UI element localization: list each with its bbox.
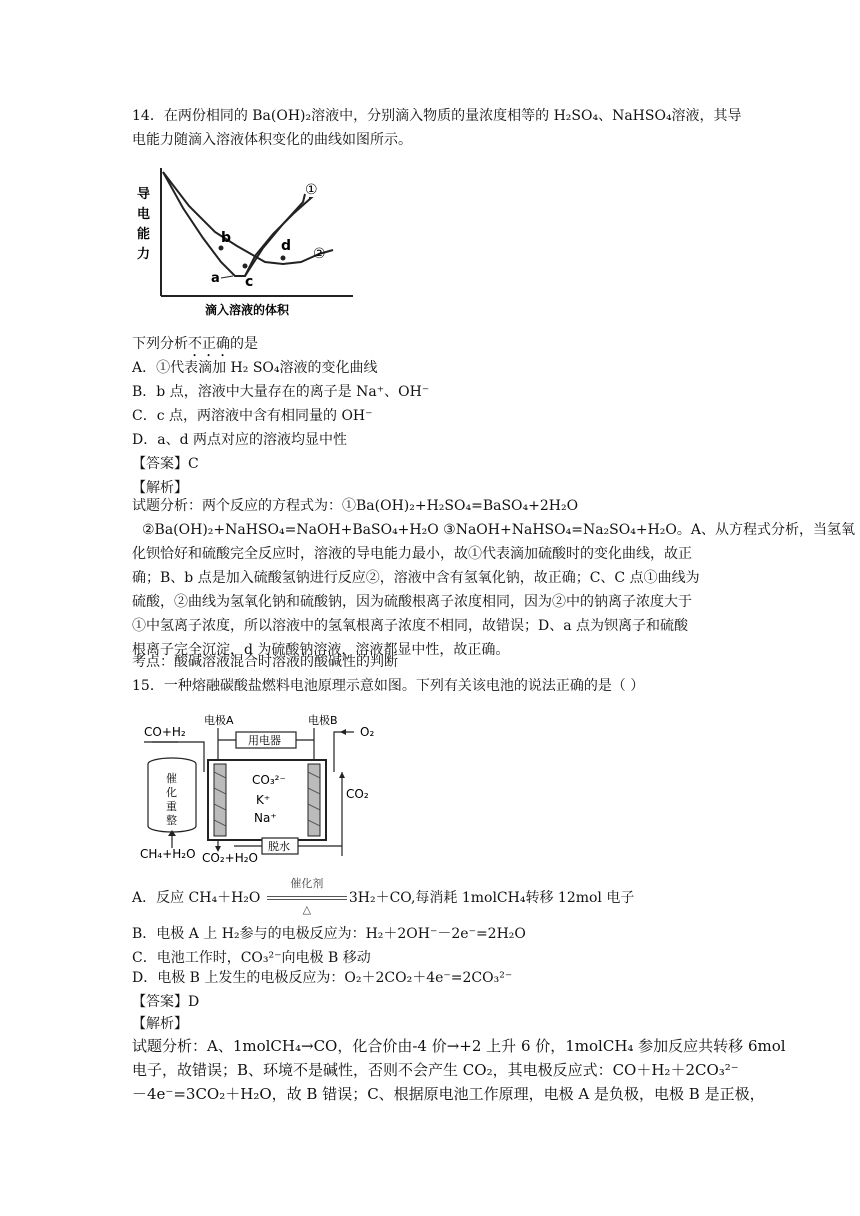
- q14-stem-line2: 电能力随滴入溶液体积变化的曲线如图所示。: [132, 132, 412, 148]
- electrode-b-label: 电极B: [308, 714, 338, 727]
- conductivity-graph: [133, 158, 365, 320]
- ion-potassium: K⁺: [256, 793, 271, 807]
- point-a-label: a: [211, 271, 220, 286]
- appliance-label: 用电器: [248, 734, 281, 747]
- point-c-label: c: [245, 274, 254, 290]
- y-axis-char: 能: [137, 227, 151, 242]
- q15-option-c: C．电池工作时，CO₃²⁻向电极 B 移动: [132, 950, 371, 966]
- curve-1-label: ①: [305, 182, 318, 198]
- curve-2-label: ②: [313, 246, 326, 262]
- q14-option-d: D．a、d 两点对应的溶液均显中性: [132, 432, 347, 448]
- point-b-dot: [219, 246, 224, 251]
- reformer-char: 催: [166, 772, 177, 785]
- q14-analysis-line: 根离子完全沉淀，d 为硫酸钠溶液，溶液都显中性，故正确。: [132, 642, 510, 658]
- q14-analysis-line: 确；B、b 点是加入硫酸氢钠进行反应②，溶液中含有氢氧化钠，故正确；C、C 点①曲线为: [132, 570, 700, 586]
- reformer-char: 整: [166, 814, 177, 827]
- heat-label: △: [302, 903, 312, 916]
- point-c-dot: [243, 264, 248, 269]
- o2-label: O₂: [360, 725, 375, 739]
- fuel-cell-diagram: [138, 712, 378, 864]
- q14-option-b: B．b 点，溶液中大量存在的离子是 Na⁺、OH⁻: [132, 384, 430, 400]
- reformer-char: 重: [166, 800, 177, 813]
- q14-answer: 【答案】C: [132, 456, 199, 472]
- point-b-label: b: [221, 230, 232, 246]
- ion-sodium: Na⁺: [254, 811, 277, 825]
- q15-option-d: D．电极 B 上发生的电极反应为：O₂＋2CO₂＋4e⁻=2CO₃²⁻: [132, 970, 513, 986]
- q14-key-point: 考点：酸碱溶液混合时溶液的酸碱性的判断: [132, 654, 398, 670]
- q15-analysis-line: －4e⁻=3CO₂＋H₂O，故 B 错误；C、根据原电池工作原理，电极 A 是负极，电极 B 是正极，: [132, 1085, 765, 1103]
- q14-analysis-line: 硫酸，②曲线为氢氧化钠和硫酸钠，因为硫酸根离子浓度相同，因为②中的钠离子浓度大于: [132, 594, 692, 610]
- y-axis-char: 导: [137, 187, 151, 202]
- q15-analysis-line: 电子，故错误；B、环境不是碱性，否则不会产生 CO₂，其电极反应式：CO＋H₂＋2CO₃²⁻: [132, 1061, 739, 1079]
- q14-option-a: A．①代表滴加 H₂ SO₄溶液的变化曲线: [132, 360, 378, 376]
- q15-answer: 【答案】D: [132, 994, 200, 1010]
- q15-option-b: B．电极 A 上 H₂参与的电极反应为：H₂＋2OH⁻－2e⁻=2H₂O: [132, 926, 526, 942]
- dehydrate-label: 脱水: [268, 840, 290, 853]
- q14-analysis-line: ①中氢离子浓度，所以溶液中的氢氧根离子浓度不相同，故错误；D、a 点为钡离子和硫酸: [132, 618, 689, 634]
- q15-analysis-head: 【解析】: [132, 1016, 188, 1032]
- q14-analysis-head: 【解析】: [132, 480, 188, 496]
- reformer-char: 化: [166, 786, 177, 799]
- ion-carbonate: CO₃²⁻: [252, 773, 286, 787]
- y-axis-char: 电: [137, 207, 151, 222]
- outlet-label: CO₂+H₂O: [202, 851, 258, 864]
- q14-analysis-line: ②Ba(OH)₂+NaHSO₄=NaOH+BaSO₄+H₂O ③NaOH+NaHSO₄=Na₂SO₄+H₂O。A、从方程式分析，当氢氧: [142, 522, 855, 538]
- point-d-dot: [281, 256, 286, 261]
- q15-option-a: A．反应 CH₄＋H₂O 催化剂 △ 3H₂＋CO,每消耗 1molCH₄转移 12mol 电子: [132, 888, 634, 908]
- q14-analysis-line: 试题分析：两个反应的方程式为：①Ba(OH)₂+H₂SO₄=BaSO₄+2H₂O: [132, 498, 579, 514]
- y-axis-char: 力: [137, 247, 151, 262]
- electrode-a-label: 电极A: [204, 714, 234, 727]
- co2-return-label: CO₂: [346, 787, 369, 801]
- q14-analysis-line: 化钡恰好和硫酸完全反应时，溶液的导电能力最小，故①代表滴加硫酸时的变化曲线，故正: [132, 546, 692, 562]
- q15-analysis-line: 试题分析：A、1molCH₄→CO，化合价由-4 价→+2 上升 6 价，1molCH₄ 参加反应共转移 6mol: [132, 1037, 786, 1055]
- q15-stem: 15．一种熔融碳酸盐燃料电池原理示意如图。下列有关该电池的说法正确的是（ ）: [132, 678, 645, 694]
- catalyst-label: 催化剂: [290, 877, 324, 890]
- ch4-label: CH₄+H₂O: [140, 847, 196, 861]
- x-axis-label: 滴入溶液的体积: [205, 303, 290, 317]
- point-d-label: d: [281, 238, 292, 254]
- q14-option-c: C．c 点，两溶液中含有相同量的 OH⁻: [132, 408, 373, 424]
- q14-prompt: 下列分析不正确的是: [132, 336, 258, 352]
- inlet-label: CO+H₂: [144, 725, 186, 739]
- q14-stem-line1: 14．在两份相同的 Ba(OH)₂溶液中，分别滴入物质的量浓度相等的 H₂SO₄、NaHSO₄溶液，其导: [132, 108, 742, 124]
